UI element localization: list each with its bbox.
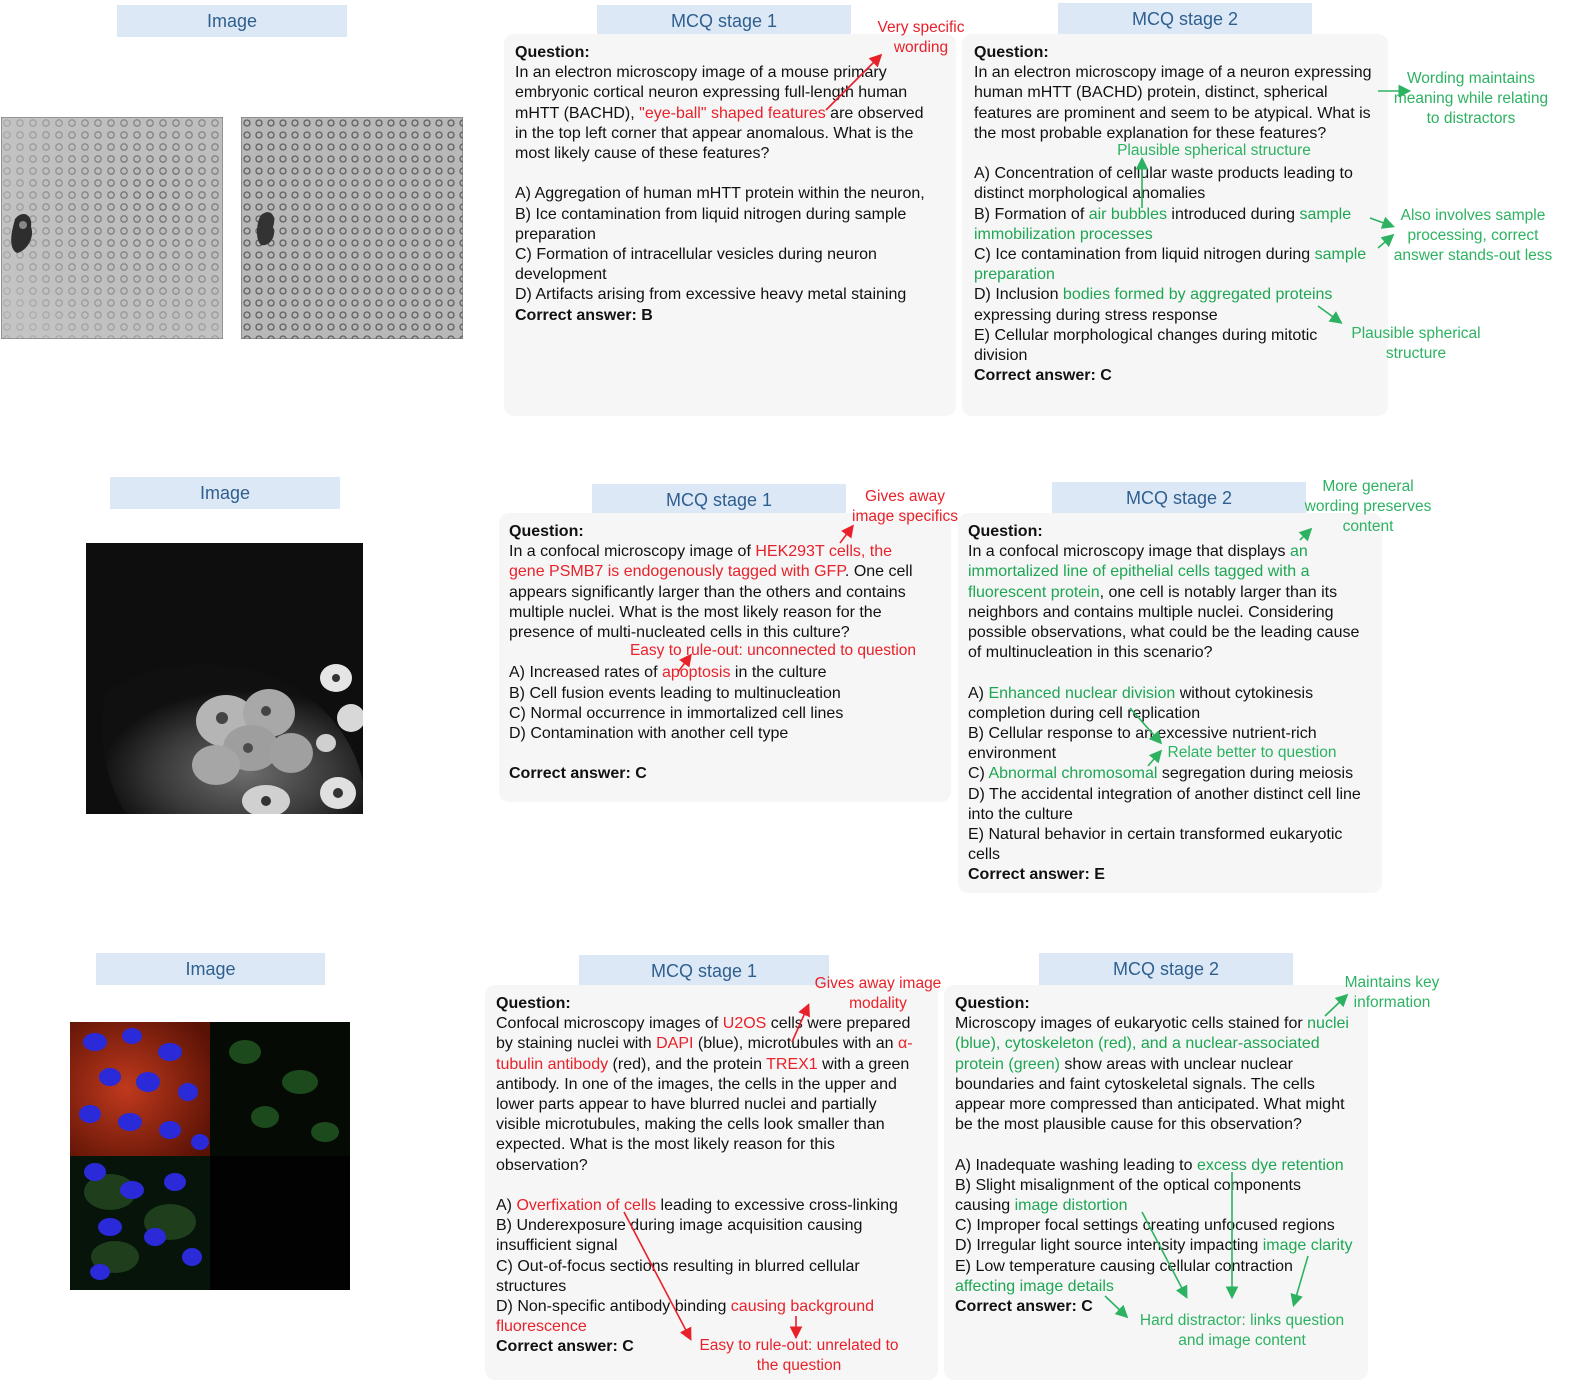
- text-line: [955, 1176, 1353, 1196]
- text-line: [496, 1014, 913, 1034]
- annotation-line: image specifics: [852, 508, 958, 525]
- mcq-stage2-header: MCQ stage 2: [1058, 3, 1312, 35]
- highlight-run: (blue), cytoskeleton (red), and a nuclear-associated: [955, 1035, 1320, 1053]
- annotation-line: wording: [893, 39, 949, 56]
- text-run: In an electron microscopy image of a mouse primary: [515, 64, 887, 82]
- annotation-line: answer stands-out less: [1393, 247, 1553, 264]
- text-line: [955, 1156, 1353, 1176]
- text-line: [955, 1216, 1353, 1236]
- text-run: appears significantly larger than the others and contains: [509, 583, 906, 601]
- annotation-note: [1296, 477, 1440, 537]
- text-run: B) Cell fusion events leading to multinucleation: [509, 684, 841, 702]
- text-run: features are prominent and seem to be atypical. What is: [974, 104, 1371, 122]
- text-line: [496, 1196, 913, 1216]
- annotation-line: More general: [1322, 478, 1414, 495]
- text-run: causing: [955, 1197, 1015, 1215]
- annotation-line: content: [1342, 518, 1394, 535]
- annotation-line: Hard distractor: links question: [1139, 1312, 1345, 1329]
- text-line: [496, 1236, 913, 1256]
- image-header: Image: [110, 477, 340, 509]
- text-line: [496, 1156, 913, 1176]
- text-line: [974, 164, 1372, 184]
- text-line: [968, 724, 1361, 744]
- text-line: [974, 306, 1372, 326]
- text-run: are observed: [825, 104, 924, 122]
- text-run: distinct morphological anomalies: [974, 185, 1206, 203]
- mcq-stage1-text: [515, 43, 925, 326]
- correct-answer: Correct answer: E: [968, 866, 1105, 884]
- spacer: [968, 663, 1361, 683]
- highlight-run: U2OS: [722, 1015, 767, 1033]
- highlight-run: sample: [1314, 246, 1367, 264]
- text-line: [974, 63, 1372, 83]
- text-line: [496, 1277, 913, 1297]
- text-line: [974, 104, 1372, 124]
- text-line: [955, 1277, 1353, 1297]
- text-run: A) Inadequate washing leading to: [955, 1156, 1197, 1174]
- correct-answer: Correct answer: C: [955, 1298, 1093, 1316]
- text-run: observation?: [496, 1156, 588, 1174]
- text-run: introduced during: [1166, 205, 1300, 223]
- image-header: Image: [117, 5, 347, 37]
- text-line: [496, 1297, 913, 1317]
- highlight-run: fluorescence: [496, 1318, 587, 1336]
- text-run: D) Contamination with another cell type: [509, 725, 789, 743]
- highlight-run: TREX1: [766, 1055, 818, 1073]
- em-image-right: [241, 117, 463, 339]
- highlight-run: Enhanced nuclear division: [988, 684, 1176, 702]
- correct-answer: Correct answer: B: [515, 306, 653, 324]
- text-run: multiple nuclei. What is the most likely reason for the: [509, 603, 882, 621]
- annotation-line: Also involves sample: [1400, 207, 1546, 224]
- text-run: visible microtubules, making the cells look smaller than: [496, 1116, 885, 1134]
- text-line: [496, 1257, 913, 1277]
- image-header: Image: [96, 953, 325, 985]
- highlight-run: gene PSMB7 is endogenously tagged with GFP: [509, 563, 845, 581]
- text-line: [968, 623, 1361, 643]
- correct-answer: Correct answer: C: [974, 367, 1112, 385]
- text-run: A) Aggregation of human mHTT protein within the neuron,: [515, 185, 925, 203]
- text-line: [509, 542, 913, 562]
- text-run: D) The accidental integration of another distinct cell line: [968, 785, 1361, 803]
- highlight-run: immortalized line of epithelial cells tagged with a: [968, 563, 1310, 581]
- text-run: with a green: [817, 1055, 910, 1073]
- annotation-line: Wording maintains: [1406, 70, 1536, 87]
- text-run: A): [968, 684, 989, 702]
- highlight-run: nuclei: [1307, 1015, 1349, 1033]
- mcq-stage2-text: [955, 994, 1353, 1317]
- text-line: [515, 144, 925, 164]
- text-line: [955, 1034, 1353, 1054]
- question-label: Question:: [968, 523, 1043, 540]
- text-line: [955, 1095, 1353, 1115]
- text-run: cells were prepared: [766, 1015, 911, 1033]
- highlight-run: immobilization processes: [974, 225, 1153, 243]
- text-run: In an electron microscopy image of a neuron expressing: [974, 64, 1372, 82]
- text-line: [515, 184, 925, 204]
- text-line: [955, 1257, 1353, 1277]
- text-line: [955, 1115, 1353, 1135]
- annotation-note: [683, 1336, 915, 1376]
- mcq-stage1-header: MCQ stage 1: [579, 955, 829, 987]
- text-run: , one cell is notably larger than its: [1099, 583, 1338, 601]
- annotation-line: to distractors: [1426, 110, 1516, 127]
- highlight-run: Overfixation of cells: [516, 1197, 657, 1215]
- text-line: [968, 785, 1361, 805]
- question-label: Question:: [496, 995, 571, 1012]
- mcq-stage1-text: [496, 994, 913, 1358]
- text-line: [496, 1055, 913, 1075]
- text-line: [515, 265, 925, 285]
- highlight-run: fluorescent protein: [968, 583, 1100, 601]
- confocal-composite-image: [70, 1022, 350, 1290]
- annotation-note: [1108, 141, 1320, 161]
- text-run: mHTT (BACHD),: [515, 104, 640, 122]
- text-run: C) Normal occurrence in immortalized cell lines: [509, 704, 844, 722]
- text-run: neighbors and contains multiple nuclei. Considering: [968, 603, 1334, 621]
- text-run: E) Cellular morphological changes during mitotic: [974, 326, 1318, 344]
- text-run: (blue), microtubules with an: [693, 1035, 898, 1053]
- mcq-stage2-text: [974, 43, 1372, 386]
- text-run: lower parts appear to have blurred nuclei and partially: [496, 1096, 877, 1114]
- highlight-run: bodies formed by aggregated proteins: [1062, 286, 1333, 304]
- text-run: In a confocal microscopy image that displays: [968, 543, 1290, 561]
- text-run: the most probable explanation for these features?: [974, 124, 1327, 142]
- text-run: D) Artifacts arising from excessive heavy metal staining: [515, 286, 907, 304]
- text-run: cells: [968, 846, 1001, 864]
- text-run: expressing during stress response: [974, 306, 1218, 324]
- text-run: C): [968, 765, 989, 783]
- text-run: in the top left corner that appear anomalous. What is the: [515, 124, 914, 142]
- spacer: [496, 1176, 913, 1196]
- mcq-stage1-header: MCQ stage 1: [592, 484, 846, 516]
- highlight-run: preparation: [974, 266, 1055, 284]
- text-run: appear more compressed than anticipated. What might: [955, 1096, 1345, 1114]
- text-line: [974, 285, 1372, 305]
- highlight-run: affecting image details: [955, 1277, 1114, 1295]
- annotation-line: the question: [756, 1357, 842, 1374]
- text-run: (red), and the protein: [608, 1055, 767, 1073]
- text-line: [968, 643, 1361, 663]
- text-run: C) Out-of-focus sections resulting in blurred cellular: [496, 1257, 860, 1275]
- text-line: [974, 265, 1372, 285]
- text-run: E) Low temperature causing cellular contraction: [955, 1257, 1293, 1275]
- text-line: [515, 225, 925, 245]
- text-line: [515, 245, 925, 265]
- text-line: [496, 1135, 913, 1155]
- text-run: E) Natural behavior in certain transformed eukaryotic: [968, 826, 1343, 844]
- text-line: [515, 124, 925, 144]
- text-run: D) Irregular light source intensity impacting: [955, 1237, 1263, 1255]
- text-run: Confocal microscopy images of: [496, 1015, 723, 1033]
- annotation-note: [1330, 973, 1454, 1013]
- text-run: . One cell: [844, 563, 913, 581]
- text-run: be the most plausible cause for this observation?: [955, 1116, 1302, 1134]
- spacer: [509, 744, 913, 764]
- highlight-run: Abnormal chromosomal: [988, 765, 1158, 783]
- text-line: [496, 1095, 913, 1115]
- annotation-line: and image content: [1178, 1332, 1306, 1349]
- text-run: of multinucleation in this scenario?: [968, 644, 1213, 662]
- text-run: C) Improper focal settings creating unfocused regions: [955, 1217, 1335, 1235]
- text-run: A) Concentration of cellular waste products leading to: [974, 165, 1353, 183]
- text-run: A): [496, 1197, 517, 1215]
- text-run: possible observations, what could be the leading cause: [968, 624, 1360, 642]
- text-line: [515, 205, 925, 225]
- text-run: insufficient signal: [496, 1237, 618, 1255]
- text-line: [496, 1115, 913, 1135]
- text-line: [496, 1034, 913, 1054]
- text-run: division: [974, 347, 1028, 365]
- annotation-line: Maintains key: [1344, 974, 1440, 991]
- text-line: [509, 583, 913, 603]
- spacer: [955, 1135, 1353, 1155]
- text-line: [515, 83, 925, 103]
- highlight-run: protein (green): [955, 1055, 1060, 1073]
- highlight-run: causing background: [730, 1298, 875, 1316]
- text-run: structures: [496, 1277, 567, 1295]
- em-image-left: [1, 117, 223, 339]
- highlight-run: α-: [897, 1035, 913, 1053]
- text-run: show areas with unclear nuclear: [1059, 1055, 1293, 1073]
- text-run: C) Formation of intracellular vesicles during neuron: [515, 246, 877, 264]
- annotation-note: [845, 487, 965, 527]
- text-run: B) Cellular response to an excessive nutrient-rich: [968, 725, 1317, 743]
- text-line: [496, 1216, 913, 1236]
- text-run: by staining nuclei with: [496, 1035, 657, 1053]
- highlight-run: sample: [1299, 205, 1352, 223]
- text-line: [955, 1236, 1353, 1256]
- text-run: D) Inclusion: [974, 286, 1063, 304]
- text-line: [955, 1014, 1353, 1034]
- highlight-run: DAPI: [656, 1035, 694, 1053]
- text-line: [968, 704, 1361, 724]
- highlight-run: an: [1289, 543, 1308, 561]
- annotation-line: processing, correct: [1407, 227, 1539, 244]
- text-run: human mHTT (BACHD) protein, distinct, spherical: [974, 84, 1328, 102]
- text-line: [955, 1196, 1353, 1216]
- mcq-stage2-header: MCQ stage 2: [1039, 953, 1293, 985]
- text-line: [974, 184, 1372, 204]
- text-run: B) Formation of: [974, 205, 1089, 223]
- text-line: [968, 825, 1361, 845]
- question-label: Question:: [955, 995, 1030, 1012]
- text-run: expected. What is the most likely reason for this: [496, 1136, 835, 1154]
- text-line: [974, 245, 1372, 265]
- text-line: [968, 603, 1361, 623]
- annotation-note: [1385, 69, 1557, 129]
- text-run: C) Ice contamination from liquid nitrogen during: [974, 246, 1315, 264]
- text-line: [968, 764, 1361, 784]
- highlight-run: excess dye retention: [1196, 1156, 1344, 1174]
- text-run: completion during cell replication: [968, 704, 1201, 722]
- text-line: [968, 583, 1361, 603]
- highlight-run: apoptosis: [661, 664, 731, 682]
- text-run: environment: [968, 745, 1057, 763]
- text-line: [974, 346, 1372, 366]
- spacer: [515, 164, 925, 184]
- text-run: D) Non-specific antibody binding: [496, 1298, 731, 1316]
- mcq-stage1-header: MCQ stage 1: [597, 5, 851, 37]
- text-run: leading to excessive cross-linking: [656, 1197, 898, 1215]
- text-line: [509, 704, 913, 724]
- text-line: [955, 1055, 1353, 1075]
- annotation-line: Gives away: [864, 488, 946, 505]
- text-line: [496, 1075, 913, 1095]
- annotation-line: Relate better to question: [1167, 744, 1337, 761]
- text-run: segregation during meiosis: [1157, 765, 1354, 783]
- mcq-stage2-text: [968, 522, 1361, 886]
- text-line: [515, 63, 925, 83]
- question-label: Question:: [509, 523, 584, 540]
- text-run: embryonic cortical neuron expressing full-length human: [515, 84, 908, 102]
- text-line: [974, 205, 1372, 225]
- text-run: presence of multi-nucleated cells in this culture?: [509, 624, 850, 642]
- mcq-stage2-header: MCQ stage 2: [1052, 482, 1306, 514]
- text-run: B) Ice contamination from liquid nitrogen during sample: [515, 205, 907, 223]
- annotation-line: Plausible spherical structure: [1117, 142, 1311, 159]
- annotation-line: structure: [1385, 345, 1447, 362]
- text-run: without cytokinesis: [1175, 684, 1314, 702]
- annotation-line: wording preserves: [1304, 498, 1432, 515]
- text-line: [509, 684, 913, 704]
- text-line: [515, 104, 925, 124]
- text-line: [955, 1075, 1353, 1095]
- annotation-note: [618, 641, 928, 661]
- annotation-note: [866, 18, 976, 58]
- text-line: [968, 845, 1361, 865]
- annotation-note: [1124, 1311, 1360, 1351]
- highlight-run: image distortion: [1014, 1197, 1128, 1215]
- text-run: most likely cause of these features?: [515, 145, 770, 163]
- question-label: Question:: [515, 44, 590, 61]
- correct-answer: Correct answer: C: [496, 1338, 634, 1356]
- text-line: [968, 805, 1361, 825]
- highlight-run: HEK293T cells, the: [755, 543, 893, 561]
- annotation-line: Easy to rule-out: unrelated to: [699, 1337, 899, 1354]
- text-line: [968, 562, 1361, 582]
- text-line: [509, 724, 913, 744]
- text-line: [968, 684, 1361, 704]
- text-line: [974, 83, 1372, 103]
- text-line: [974, 326, 1372, 346]
- annotation-line: modality: [849, 995, 907, 1012]
- annotation-line: meaning while relating: [1393, 90, 1549, 107]
- text-line: [509, 603, 913, 623]
- annotation-line: Plausible spherical: [1351, 325, 1481, 342]
- annotation-line: Gives away image: [814, 975, 942, 992]
- highlight-run: image clarity: [1262, 1237, 1353, 1255]
- annotation-line: Easy to rule-out: unconnected to question: [629, 642, 917, 659]
- text-line: [496, 1317, 913, 1337]
- annotation-line: information: [1353, 994, 1431, 1011]
- question-label: Question:: [974, 44, 1049, 61]
- text-line: [509, 562, 913, 582]
- annotation-note: [805, 974, 951, 1014]
- highlight-run: air bubbles: [1088, 205, 1167, 223]
- text-run: B) Slight misalignment of the optical components: [955, 1176, 1301, 1194]
- text-line: [968, 542, 1361, 562]
- text-run: into the culture: [968, 805, 1073, 823]
- text-run: B) Underexposure during image acquisition causing: [496, 1217, 863, 1235]
- annotation-line: Very specific: [877, 19, 965, 36]
- confocal-gray-image: [86, 543, 363, 814]
- text-run: boundaries and faint cytoskeletal signals. The cells: [955, 1075, 1315, 1093]
- highlight-run: "eye-ball" shaped features: [639, 104, 826, 122]
- annotation-note: [1340, 324, 1492, 364]
- text-line: [515, 285, 925, 305]
- correct-answer: Correct answer: C: [509, 765, 647, 783]
- text-run: Microscopy images of eukaryotic cells stained for: [955, 1015, 1308, 1033]
- text-run: antibody. In one of the images, the cells in the upper and: [496, 1075, 897, 1093]
- text-run: preparation: [515, 225, 596, 243]
- highlight-run: tubulin antibody: [496, 1055, 609, 1073]
- text-line: [974, 225, 1372, 245]
- text-run: in the culture: [730, 664, 827, 682]
- text-line: [509, 663, 913, 683]
- annotation-note: [1384, 206, 1562, 266]
- annotation-note: [1160, 743, 1344, 763]
- text-run: In a confocal microscopy image of: [509, 543, 756, 561]
- text-run: A) Increased rates of: [509, 664, 662, 682]
- text-run: development: [515, 266, 607, 284]
